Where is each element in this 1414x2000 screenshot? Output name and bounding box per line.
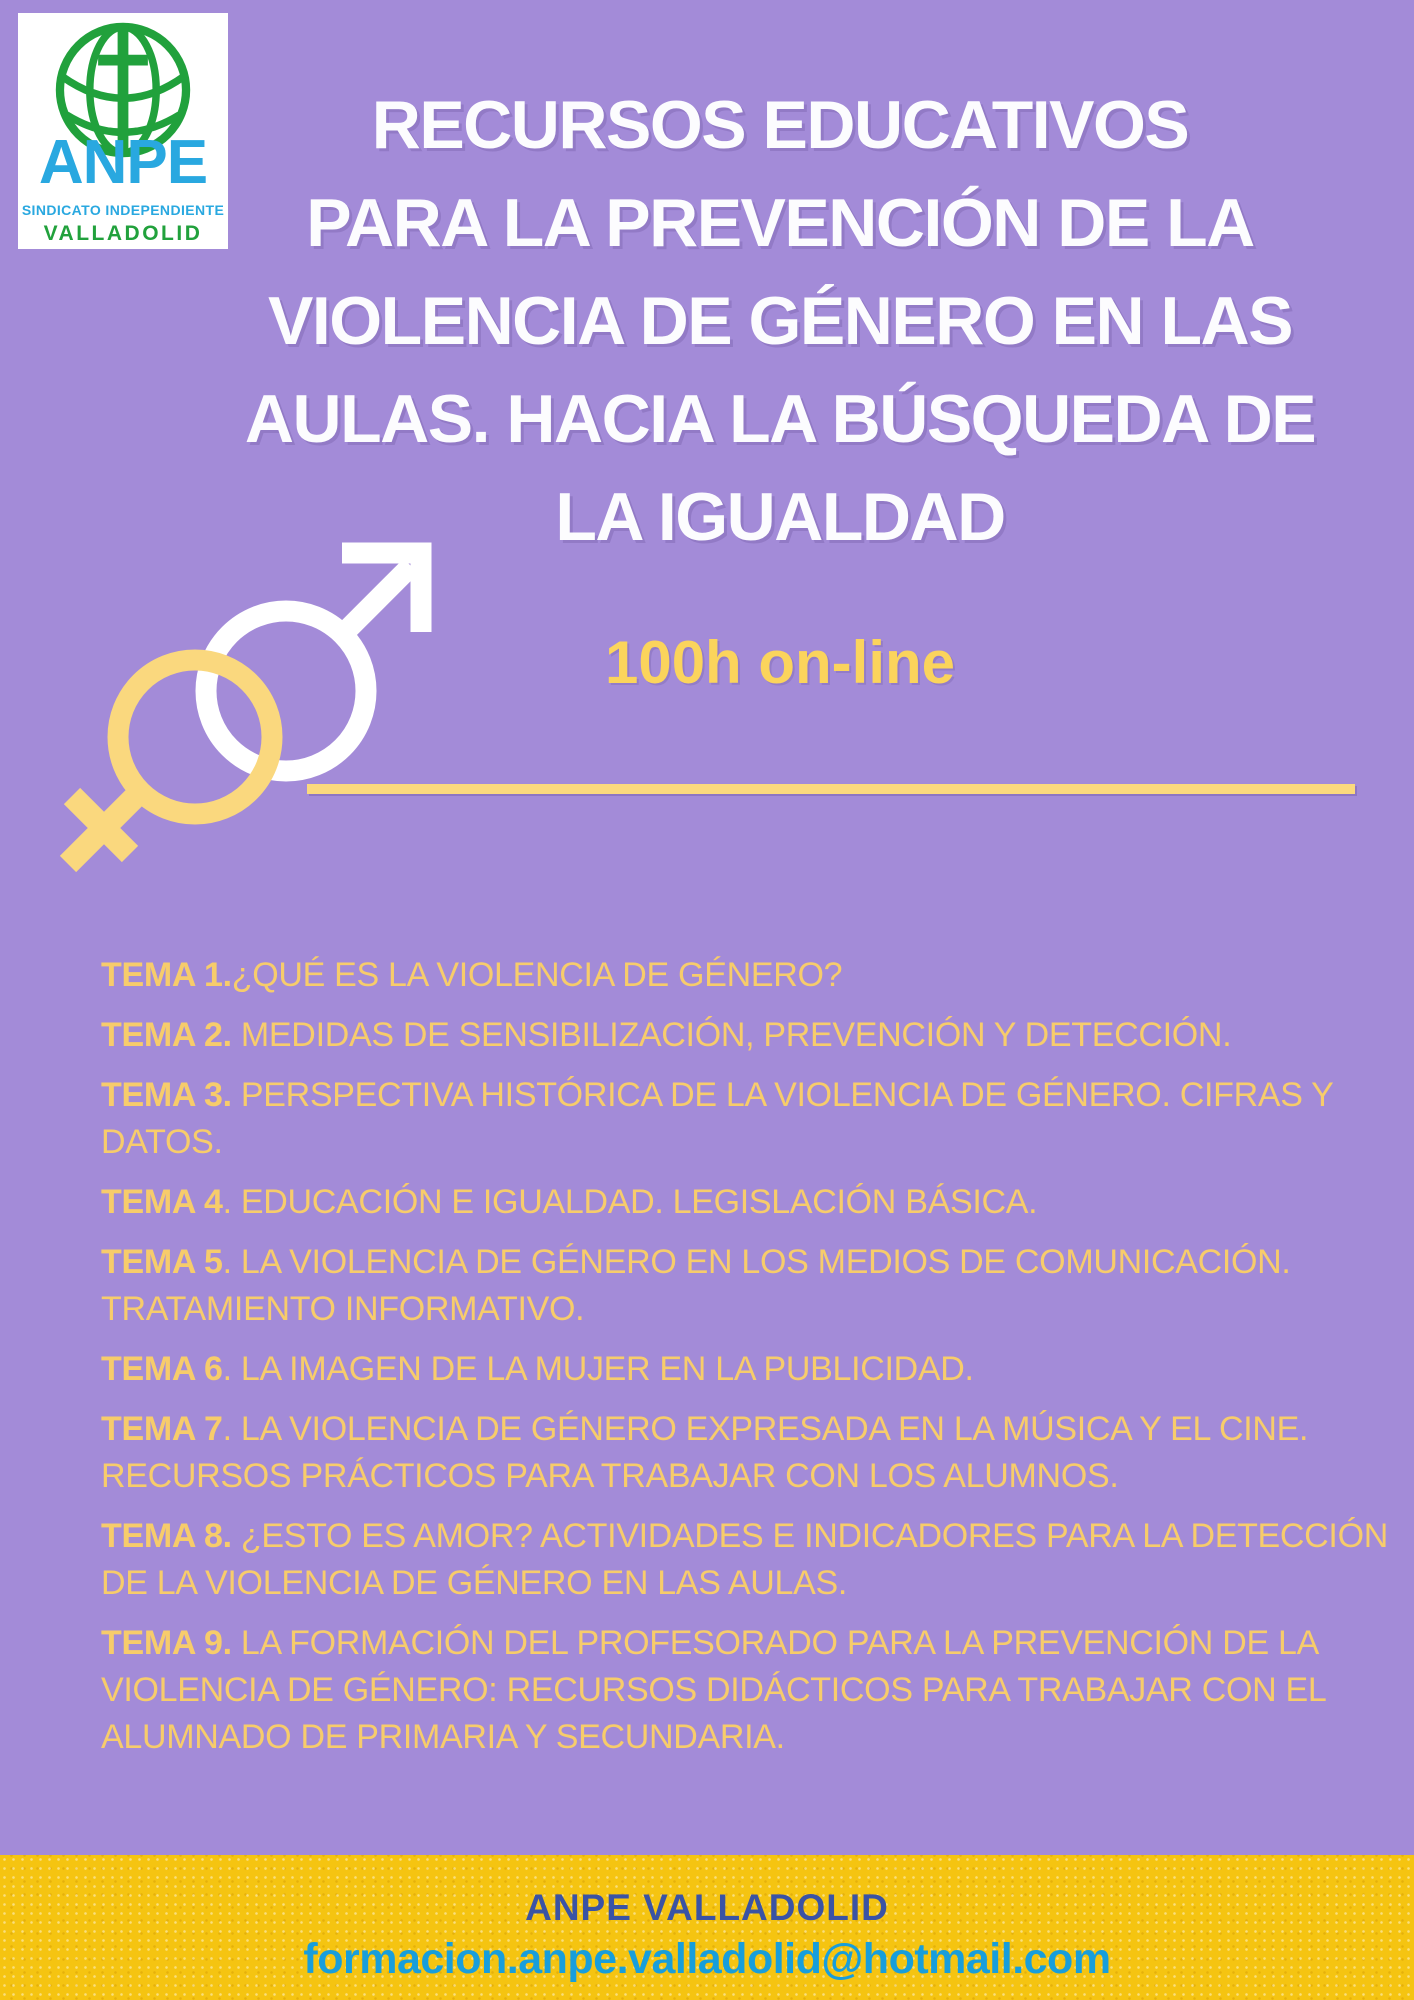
title-line-5: LA IGUALDAD — [555, 479, 1005, 555]
syllabus-list — [101, 952, 1399, 1774]
tema-text: . EDUCACIÓN E IGUALDAD. LEGISLACIÓN BÁSICA. — [222, 1183, 1038, 1221]
tema-text: ¿QUÉ ES LA VIOLENCIA DE GÉNERO? — [231, 956, 843, 994]
tema-item-2 — [101, 1012, 1399, 1059]
tema-item-3 — [101, 1072, 1399, 1166]
title-line-2: PARA LA PREVENCIÓN DE LA — [306, 185, 1254, 261]
yellow-divider-rule — [307, 784, 1355, 794]
tema-text: MEDIDAS DE SENSIBILIZACIÓN, PREVENCIÓN Y DETECCIÓN. — [231, 1016, 1232, 1054]
tema-item-1 — [101, 952, 1399, 999]
logo-brand-text: ANPE — [38, 128, 208, 197]
tema-item-8 — [101, 1513, 1399, 1607]
tema-text: PERSPECTIVA HISTÓRICA DE LA VIOLENCIA DE GÉNERO. CIFRAS Y DATOS. — [101, 1076, 1333, 1161]
tema-text: ¿ESTO ES AMOR? ACTIVIDADES E INDICADORES PARA LA DETECCIÓN DE LA VIOLENCIA DE GÉNERO EN LAS AULAS. — [101, 1517, 1388, 1602]
footer-email: formacion.anpe.valladolid@hotmail.com — [303, 1935, 1111, 1983]
tema-number: TEMA 7 — [101, 1410, 223, 1448]
tema-text: . LA VIOLENCIA DE GÉNERO EN LOS MEDIOS DE COMUNICACIÓN. TRATAMIENTO INFORMATIVO. — [101, 1243, 1291, 1328]
tema-text: . LA IMAGEN DE LA MUJER EN LA PUBLICIDAD. — [222, 1350, 974, 1388]
title-line-4: AULAS. HACIA LA BÚSQUEDA DE — [244, 381, 1316, 457]
course-duration: 100h on-line — [604, 629, 956, 696]
tema-number: TEMA 8. — [101, 1517, 232, 1555]
tema-number: TEMA 6 — [101, 1350, 223, 1388]
tema-item-7 — [101, 1406, 1399, 1500]
footer-org-name: ANPE VALLADOLID — [525, 1887, 889, 1928]
tema-text: LA FORMACIÓN DEL PROFESORADO PARA LA PREVENCIÓN DE LA VIOLENCIA DE GÉNERO: RECURSOS DIDÁCTICOS PARA TRABAJAR CON EL ALUMNADO DE PRIMARIA Y SECUNDARIA. — [101, 1624, 1326, 1756]
tema-item-4 — [101, 1179, 1399, 1226]
tema-item-6 — [101, 1346, 1399, 1393]
poster-title — [160, 76, 1400, 566]
tema-number: TEMA 9. — [101, 1624, 232, 1662]
footer-band — [0, 1855, 1414, 2000]
tema-item-5 — [101, 1239, 1399, 1333]
tema-number: TEMA 4 — [101, 1183, 223, 1221]
logo-region-text: VALLADOLID — [43, 222, 203, 245]
tema-number: TEMA 5 — [101, 1243, 223, 1281]
tema-number: TEMA 1. — [101, 956, 232, 994]
tema-item-9 — [101, 1620, 1399, 1761]
logo-subtitle-text: SINDICATO INDEPENDIENTE — [21, 202, 225, 218]
tema-text: . LA VIOLENCIA DE GÉNERO EXPRESADA EN LA MÚSICA Y EL CINE. RECURSOS PRÁCTICOS PARA TRABAJAR CON LOS ALUMNOS. — [101, 1410, 1309, 1495]
tema-number: TEMA 3. — [101, 1076, 232, 1114]
tema-number: TEMA 2. — [101, 1016, 232, 1054]
title-line-3: VIOLENCIA DE GÉNERO EN LAS — [268, 283, 1292, 359]
title-line-1: RECURSOS EDUCATIVOS — [371, 87, 1189, 163]
gender-symbols-art — [48, 533, 448, 885]
